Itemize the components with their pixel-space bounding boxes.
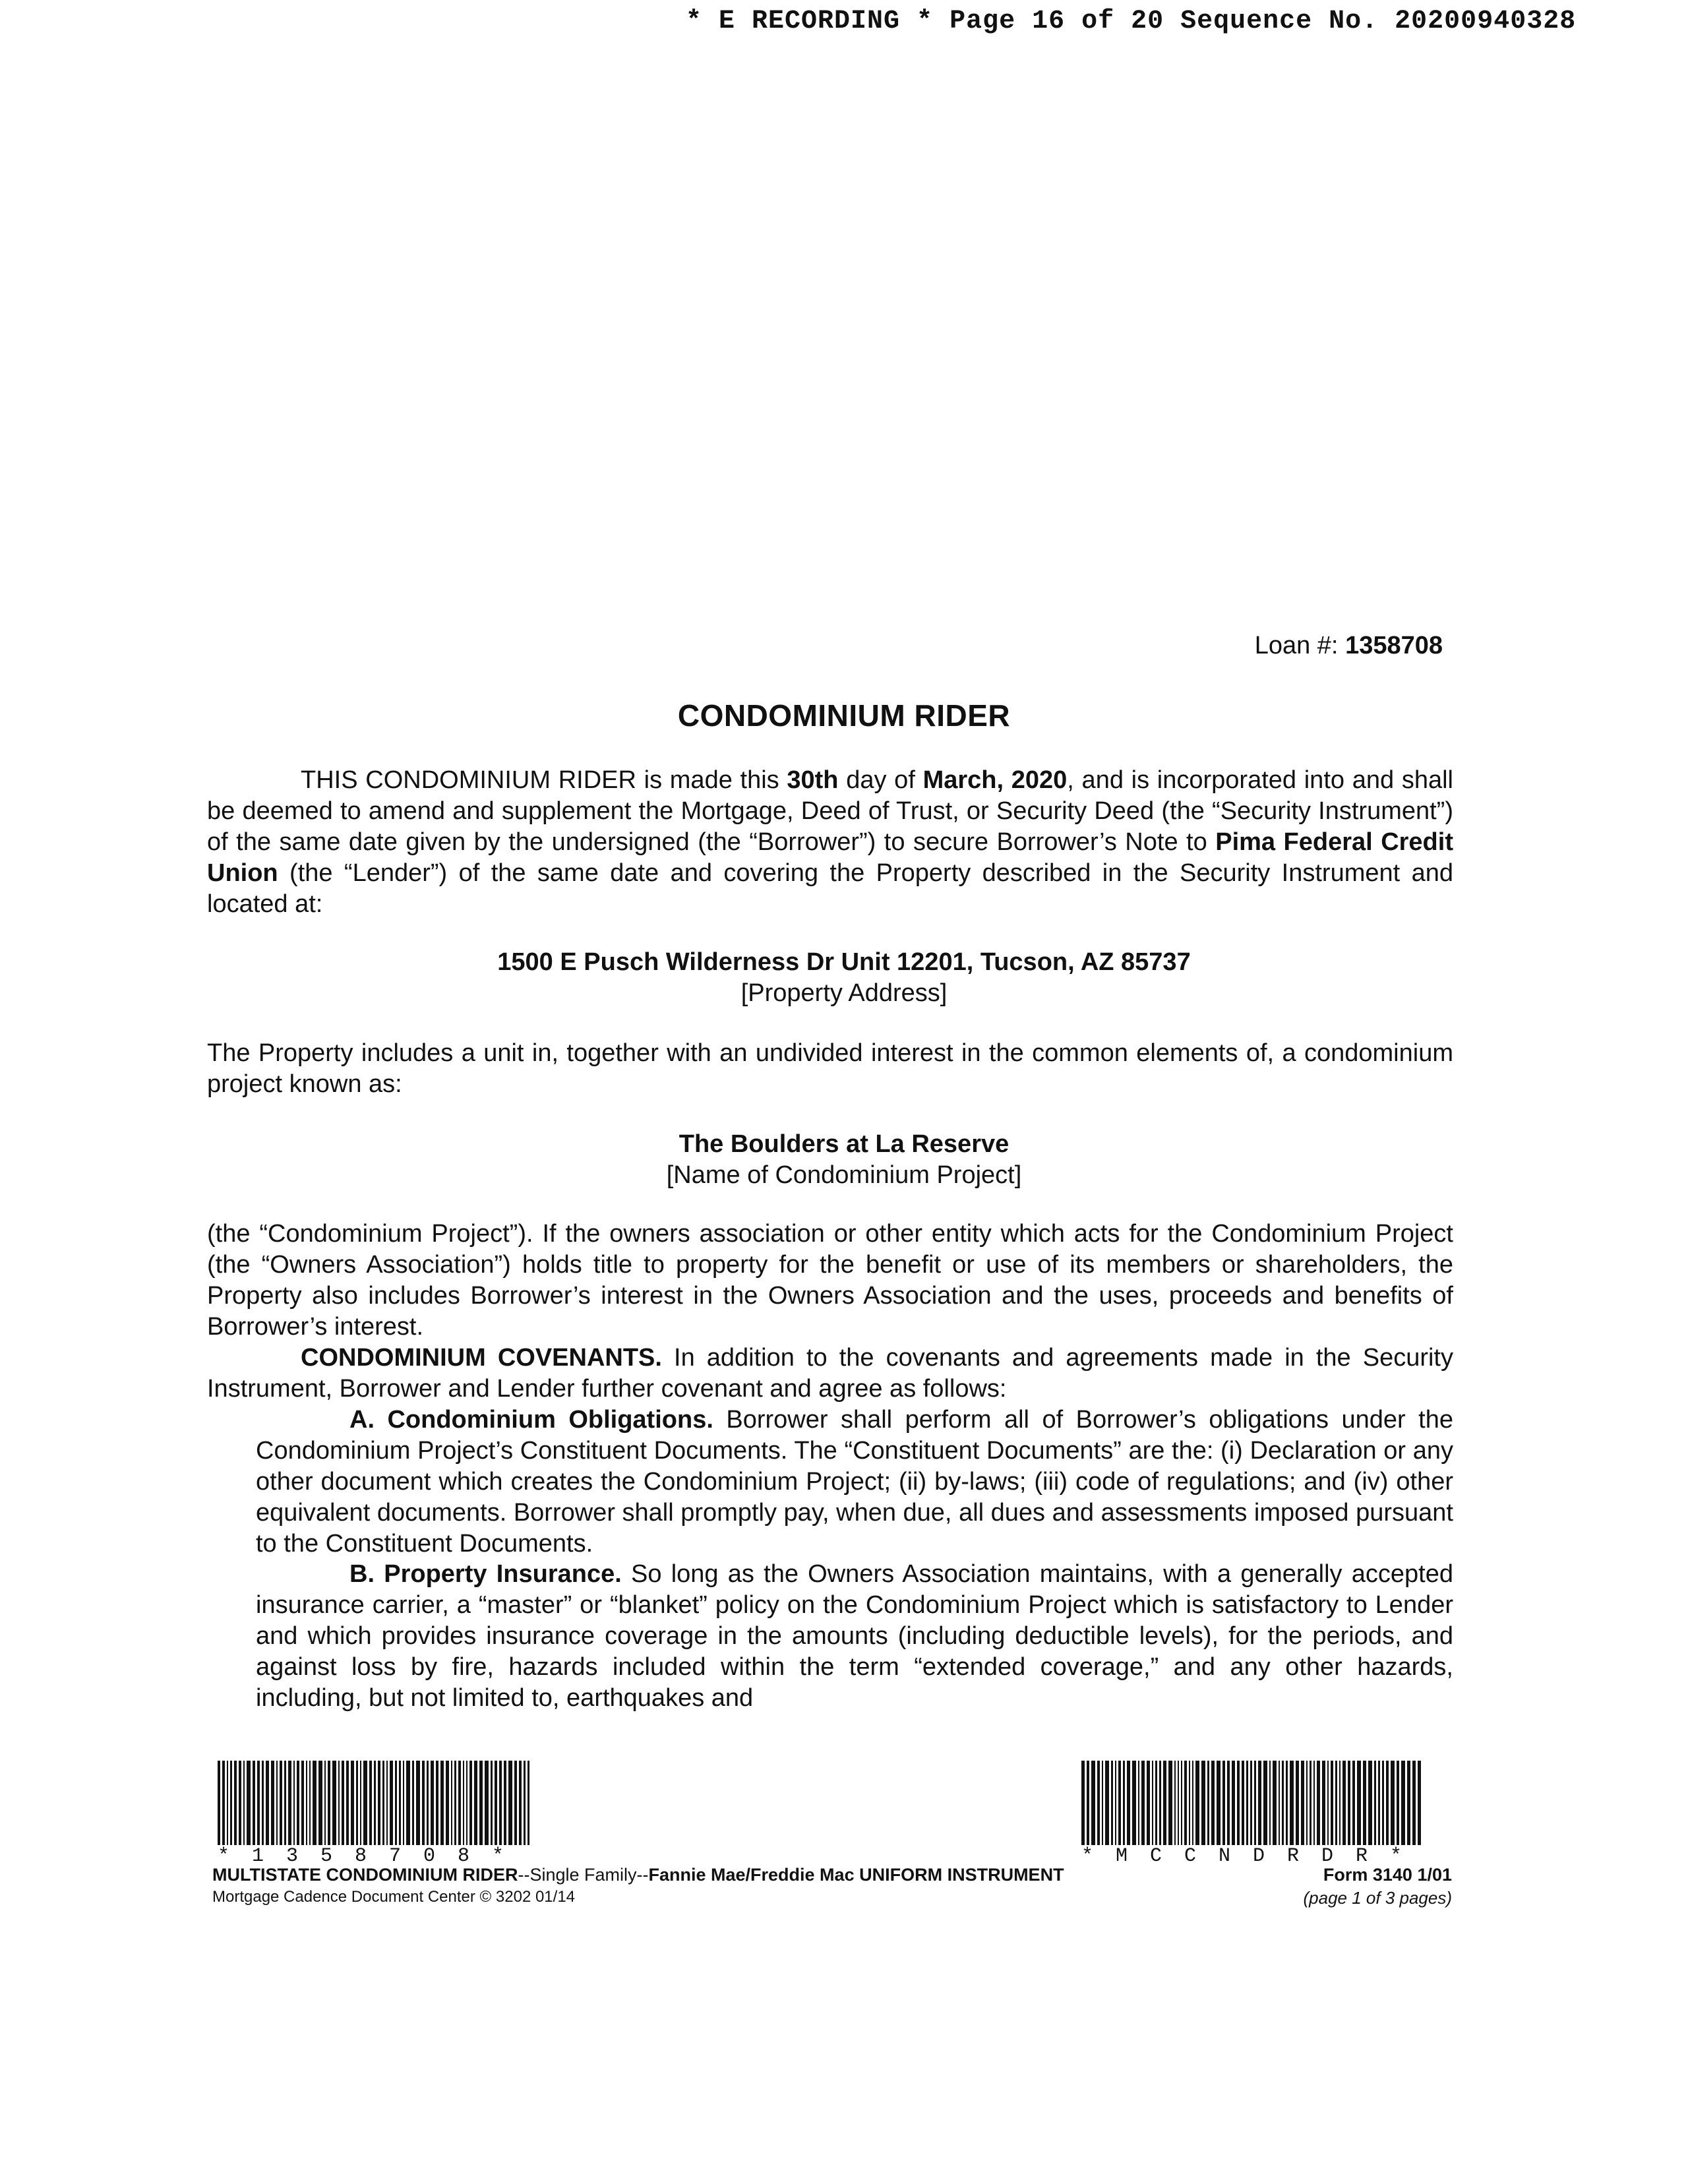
section-a-paragraph (256, 1405, 1453, 1560)
barcode-left-bars (218, 1761, 531, 1845)
barcode-bar (271, 1761, 274, 1845)
barcode-bar (1269, 1761, 1271, 1845)
barcode-bar (1378, 1761, 1380, 1845)
barcode-bar (406, 1761, 410, 1845)
barcode-bar (446, 1761, 449, 1845)
barcode-bar (1331, 1761, 1333, 1845)
barcode-bar (1201, 1761, 1205, 1845)
footer-form-title (212, 1865, 1064, 1885)
barcode-bar (1087, 1761, 1089, 1845)
barcode-bar (247, 1761, 251, 1845)
barcode-bar (422, 1761, 425, 1845)
barcode-bar (276, 1761, 278, 1845)
intro-day: 30th (787, 766, 839, 794)
barcode-bar (514, 1761, 517, 1845)
barcode-bar (1306, 1761, 1308, 1845)
barcode-bar (243, 1761, 245, 1845)
barcode-bar (1211, 1761, 1215, 1845)
barcode-left (218, 1761, 531, 1867)
barcode-bar (318, 1761, 322, 1845)
barcode-bar (1178, 1761, 1179, 1845)
barcode-bar (284, 1761, 286, 1845)
barcode-bar (1174, 1761, 1176, 1845)
barcode-bar (1391, 1761, 1395, 1845)
barcode-bar (1217, 1761, 1221, 1845)
barcode-bar (239, 1761, 241, 1845)
barcode-right (1081, 1761, 1424, 1867)
barcode-bar (458, 1761, 461, 1845)
barcode-bar (328, 1761, 330, 1845)
intro-month-year: March, 2020 (922, 766, 1068, 794)
barcode-bar (1227, 1761, 1230, 1845)
barcode-bar (266, 1761, 269, 1845)
barcode-bar (1115, 1761, 1116, 1845)
barcode-bar (1418, 1761, 1421, 1845)
barcode-bar (1184, 1761, 1187, 1845)
barcode-bar (234, 1761, 237, 1845)
loan-label: Loan #: (1254, 632, 1339, 659)
barcode-bar (485, 1761, 489, 1845)
barcode-bar (1258, 1761, 1261, 1845)
barcode-bar (297, 1761, 299, 1845)
barcode-bar (499, 1761, 502, 1845)
barcode-bar (412, 1761, 414, 1845)
barcode-bar (1222, 1761, 1225, 1845)
project-name-caption: [Name of Condominium Project] (666, 1161, 1022, 1189)
footer-title-mid: --Single Family-- (518, 1865, 649, 1885)
intro-paragraph (207, 765, 1453, 920)
barcode-bar (356, 1761, 358, 1845)
barcode-bar (508, 1761, 512, 1845)
barcode-bar (1091, 1761, 1095, 1845)
barcode-right-bars (1081, 1761, 1424, 1845)
covenants-paragraph (207, 1343, 1453, 1405)
barcode-bar (218, 1761, 220, 1845)
barcode-bar (378, 1761, 380, 1845)
project-name: The Boulders at La Reserve (678, 1130, 1010, 1158)
property-address: 1500 E Pusch Wilderness Dr Unit 12201, Tucson, AZ 85737 (497, 948, 1191, 976)
barcode-bar (1407, 1761, 1410, 1845)
barcode-bar (519, 1761, 522, 1845)
barcode-bar (1313, 1761, 1315, 1845)
barcode-bar (1232, 1761, 1235, 1845)
barcode-bar (1105, 1761, 1109, 1845)
barcode-bar (1296, 1761, 1299, 1845)
barcode-bar (1348, 1761, 1350, 1845)
barcode-bar (1097, 1761, 1100, 1845)
barcode-bar (386, 1761, 388, 1845)
footer-title-bold2: Fannie Mae/Freddie Mac UNIFORM INSTRUMENT (648, 1865, 1064, 1885)
barcode-bar (1401, 1761, 1405, 1845)
barcode-bar (1397, 1761, 1399, 1845)
barcode-bar (1290, 1761, 1294, 1845)
barcode-bar (1147, 1761, 1150, 1845)
intro-text-b: day of (838, 766, 923, 794)
recording-stamp: * E RECORDING * Page 16 of 20 Sequence No. 20200940328 (686, 7, 1577, 36)
footer-right (1304, 1865, 1453, 1908)
barcode-bar (1181, 1761, 1182, 1845)
barcode-bar (1363, 1761, 1366, 1845)
barcode-bar (1317, 1761, 1320, 1845)
barcode-bar (1322, 1761, 1325, 1845)
barcode-bar (280, 1761, 282, 1845)
barcode-bar (222, 1761, 225, 1845)
barcode-bar (360, 1761, 361, 1845)
barcode-bar (1263, 1761, 1267, 1845)
section-a-text: Borrower shall perform all of Borrower’s obligations under the Condominium Project’s Constituent Documents. The “Constituent Documents” are the: (i) Declaration or any other document which creates the Condominium Project; (ii) by-laws; (iii) code of regulations; and (iv) other equivalent documents. Borrower shall promptly pay, when due, all dues and assessments imposed pursuant to the Constituent Documents. (256, 1406, 1453, 1558)
barcode-bar (1286, 1761, 1288, 1845)
barcode-bar (1335, 1761, 1337, 1845)
barcode-bar (1254, 1761, 1256, 1845)
barcode-bar (324, 1761, 326, 1845)
document-title: CONDOMINIUM RIDER (677, 698, 1011, 733)
barcode-bar (338, 1761, 340, 1845)
project-paragraph: (the “Condominium Project”). If the owners association or other entity which acts for the Condominium Project (the “Owners Association”) holds title to property for the benefit or use of its members or shareholders, the Property also includes Borrower’s interest in the Owners Association and the uses, proceeds and benefits of Borrower’s interest. (207, 1220, 1453, 1341)
barcode-bar (374, 1761, 376, 1845)
footer-page-count: (page 1 of 3 pages) (1303, 1888, 1452, 1908)
barcode-bar (491, 1761, 493, 1845)
barcode-right-text: *MCCNDRDR* (1081, 1845, 1425, 1867)
intro-text-c: , and is incorporated into and shall be deemed to amend and supplement the Mortgage, Deed of Trust, or Security Deed (the “Security Instrument”) of the same date given by the undersigned (the “Borrower”) to secure Borrower’s Note to (207, 766, 1453, 856)
barcode-bar (301, 1761, 304, 1845)
barcode-bar (332, 1761, 336, 1845)
barcode-bar (1310, 1761, 1311, 1845)
section-b-text: So long as the Owners Association maintains, with a generally accepted insurance carrier, a “master” or “blanket” policy on the Condominium Project which is satisfactory to Lender and which provides insurance coverage in the amounts (including deductible levels), for the periods, and against loss by fire, hazards included within the term “extended coverage,” and any other hazards, including, but not limited to, earthquakes and (256, 1560, 1453, 1712)
property-address-caption: [Property Address] (740, 979, 948, 1007)
barcode-bar (288, 1761, 291, 1845)
intro-text-a: THIS CONDOMINIUM RIDER is made this (301, 766, 787, 794)
section-b-heading: B. Property Insurance. (349, 1560, 622, 1588)
barcode-bar (416, 1761, 420, 1845)
barcode-bar (1250, 1761, 1252, 1845)
barcode-bar (1123, 1761, 1125, 1845)
footer-title-bold: MULTISTATE CONDOMINIUM RIDER (212, 1865, 518, 1885)
barcode-bar (227, 1761, 228, 1845)
barcode-bar (309, 1761, 311, 1845)
loan-number: 1358708 (1345, 632, 1443, 659)
barcode-bar (1081, 1761, 1085, 1845)
barcode-bar (1273, 1761, 1277, 1845)
barcode-bar (1102, 1761, 1103, 1845)
barcode-bar (313, 1761, 316, 1845)
barcode-bar (1237, 1761, 1240, 1845)
barcode-bar (1163, 1761, 1166, 1845)
barcode-bar (451, 1761, 452, 1845)
barcode-bar (369, 1761, 372, 1845)
barcode-bar (1412, 1761, 1416, 1845)
barcode-bar (1357, 1761, 1361, 1845)
barcode-bar (306, 1761, 307, 1845)
project-name-block (0, 1129, 1688, 1191)
barcode-bar (253, 1761, 255, 1845)
barcode-bar (346, 1761, 349, 1845)
barcode-bar (1207, 1761, 1209, 1845)
barcode-bar (1242, 1761, 1244, 1845)
barcode-bar (431, 1761, 434, 1845)
barcode-left-text: *1358708* (218, 1845, 527, 1867)
barcode-bar (1374, 1761, 1376, 1845)
barcode-bar (524, 1761, 526, 1845)
barcode-bar (1141, 1761, 1145, 1845)
barcode-bar (382, 1761, 384, 1845)
barcode-bar (390, 1761, 393, 1845)
barcode-bar (257, 1761, 260, 1845)
barcode-bar (479, 1761, 483, 1845)
barcode-bar (1386, 1761, 1389, 1845)
barcode-bar (1352, 1761, 1355, 1845)
barcode-bar (351, 1761, 354, 1845)
barcode-bar (466, 1761, 467, 1845)
barcode-bar (403, 1761, 404, 1845)
property-address-block (0, 947, 1688, 1009)
barcode-bar (1132, 1761, 1136, 1845)
barcode-bar (1155, 1761, 1157, 1845)
covenants-heading: CONDOMINIUM COVENANTS. (301, 1344, 662, 1372)
lender-name: Pima Federal Credit Union (207, 828, 1453, 887)
barcode-bar (436, 1761, 438, 1845)
barcode-bar (230, 1761, 232, 1845)
barcode-bar (1152, 1761, 1153, 1845)
footer-left (212, 1865, 1064, 1906)
barcode-bar (1127, 1761, 1130, 1845)
barcode-bar (463, 1761, 464, 1845)
barcode-bar (1327, 1761, 1329, 1845)
barcode-bar (427, 1761, 429, 1845)
includes-paragraph: The Property includes a unit in, together with an undivided interest in the common elements of, a condominium project known as: (207, 1039, 1453, 1098)
barcode-bar (1192, 1761, 1193, 1845)
barcode-bar (1195, 1761, 1199, 1845)
barcode-bar (504, 1761, 506, 1845)
barcode-bar (1168, 1761, 1172, 1845)
barcode-bar (1189, 1761, 1190, 1845)
barcode-bar (1382, 1761, 1384, 1845)
covenants-text: In addition to the covenants and agreements made in the Security Instrument, Borrower and Lender further covenant and agree as follows: (207, 1344, 1453, 1403)
section-a-heading: A. Condominium Obligations. (349, 1406, 713, 1434)
barcode-bar (1246, 1761, 1248, 1845)
barcode-bar (474, 1761, 477, 1845)
barcode-bar (1368, 1761, 1372, 1845)
barcode-bar (1111, 1761, 1113, 1845)
barcode-bar (440, 1761, 444, 1845)
barcode-bar (363, 1761, 367, 1845)
barcode-bar (469, 1761, 472, 1845)
footer-document-center: Mortgage Cadence Document Center © 3202 01/14 (212, 1888, 576, 1906)
barcode-bar (1282, 1761, 1284, 1845)
barcode-bar (1342, 1761, 1346, 1845)
section-b-paragraph (256, 1559, 1453, 1714)
barcode-bar (528, 1761, 529, 1845)
barcode-bar (1301, 1761, 1304, 1845)
barcode-bar (1138, 1761, 1139, 1845)
footer-form-number: Form 3140 1/01 (1323, 1865, 1452, 1885)
barcode-bar (495, 1761, 497, 1845)
barcode-bar (1118, 1761, 1121, 1845)
barcode-bar (293, 1761, 295, 1845)
barcode-bar (262, 1761, 264, 1845)
intro-text-d: (the “Lender”) of the same date and covering the Property described in the Security Instrument and located at: (207, 859, 1453, 918)
barcode-bar (395, 1761, 397, 1845)
barcode-bar (1339, 1761, 1341, 1845)
barcode-bar (1159, 1761, 1161, 1845)
barcode-bar (399, 1761, 401, 1845)
loan-number-line (1255, 632, 1443, 660)
barcode-bar (1279, 1761, 1280, 1845)
barcode-bar (342, 1761, 344, 1845)
barcode-bar (454, 1761, 456, 1845)
